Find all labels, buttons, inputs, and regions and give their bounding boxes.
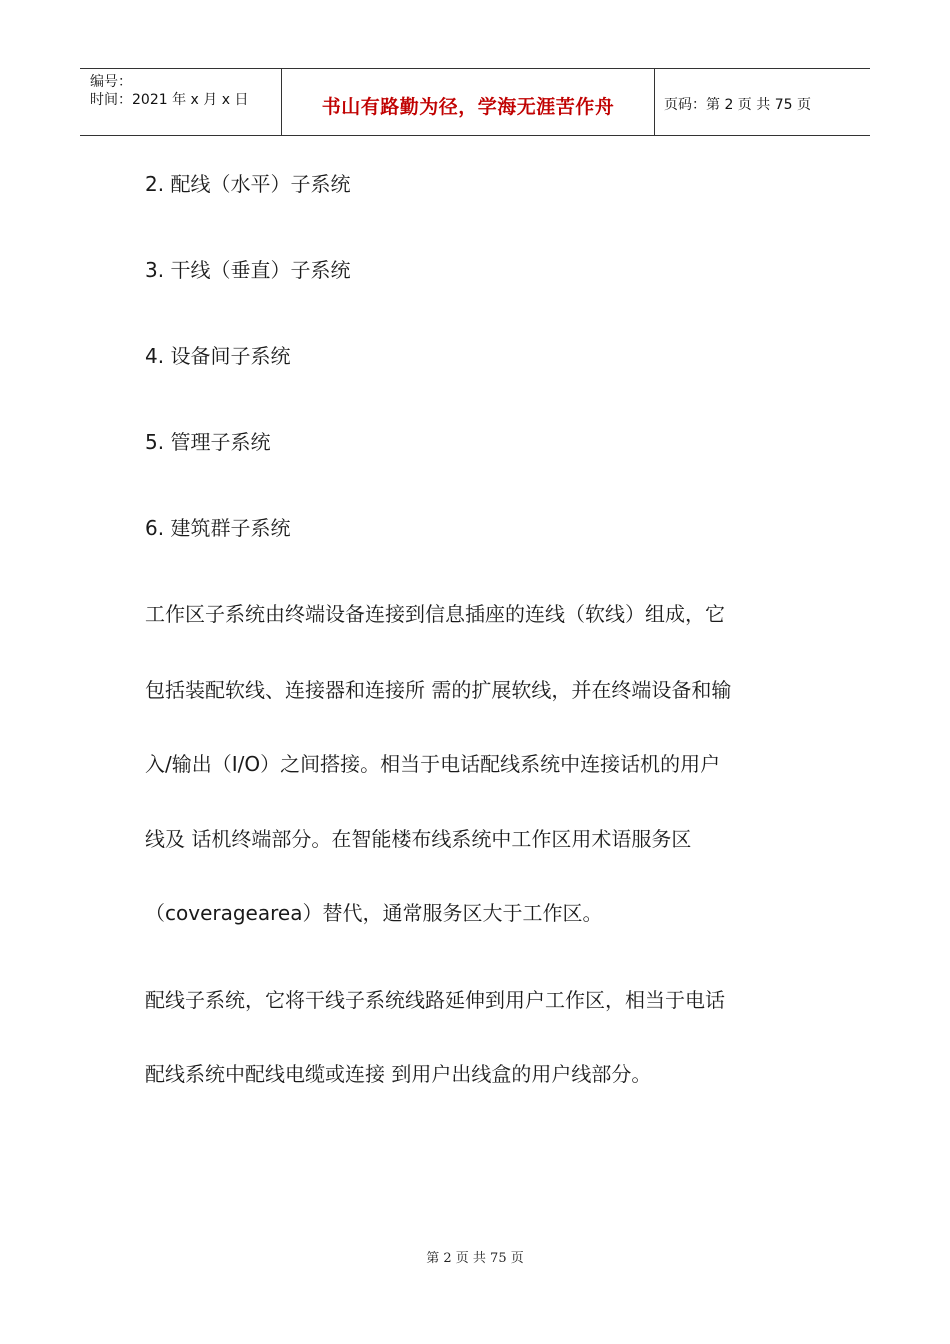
paragraph-line: 入/输出（I/O）之间搭接。相当于电话配线系统中连接话机的用户 [145, 752, 721, 776]
header-divider [654, 69, 655, 136]
list-item: 2. 配线（水平）子系统 [145, 172, 351, 196]
list-item: 6. 建筑群子系统 [145, 516, 291, 540]
number-label: 编号： [90, 74, 132, 90]
date-label: 时间：2021 年 x 月 x 日 [90, 92, 249, 108]
list-item: 3. 干线（垂直）子系统 [145, 258, 351, 282]
header-meta [90, 73, 248, 109]
paragraph-line: 线及 话机终端部分。在智能楼布线系统中工作区用术语服务区 [145, 827, 692, 851]
paragraph-line: 配线子系统，它将干线子系统线路延伸到用户工作区，相当于电话 [145, 988, 725, 1012]
paragraph-line: 工作区子系统由终端设备连接到信息插座的连线（软线）组成，它 [145, 602, 725, 626]
paragraph-line: （coveragearea）替代，通常服务区大于工作区。 [145, 901, 603, 925]
page-footer: 第 2 页 共 75 页 [426, 1251, 524, 1266]
list-item: 5. 管理子系统 [145, 430, 271, 454]
header-motto: 书山有路勤为径，学海无涯苦作舟 [321, 96, 615, 118]
list-item: 4. 设备间子系统 [145, 344, 291, 368]
document-header [80, 68, 870, 136]
header-page-info: 页码：第 2 页 共 75 页 [664, 97, 811, 113]
paragraph-line: 包括装配软线、连接器和连接所 需的扩展软线，并在终端设备和输 [145, 678, 732, 702]
paragraph-line: 配线系统中配线电缆或连接 到用户出线盒的用户线部分。 [145, 1062, 652, 1086]
